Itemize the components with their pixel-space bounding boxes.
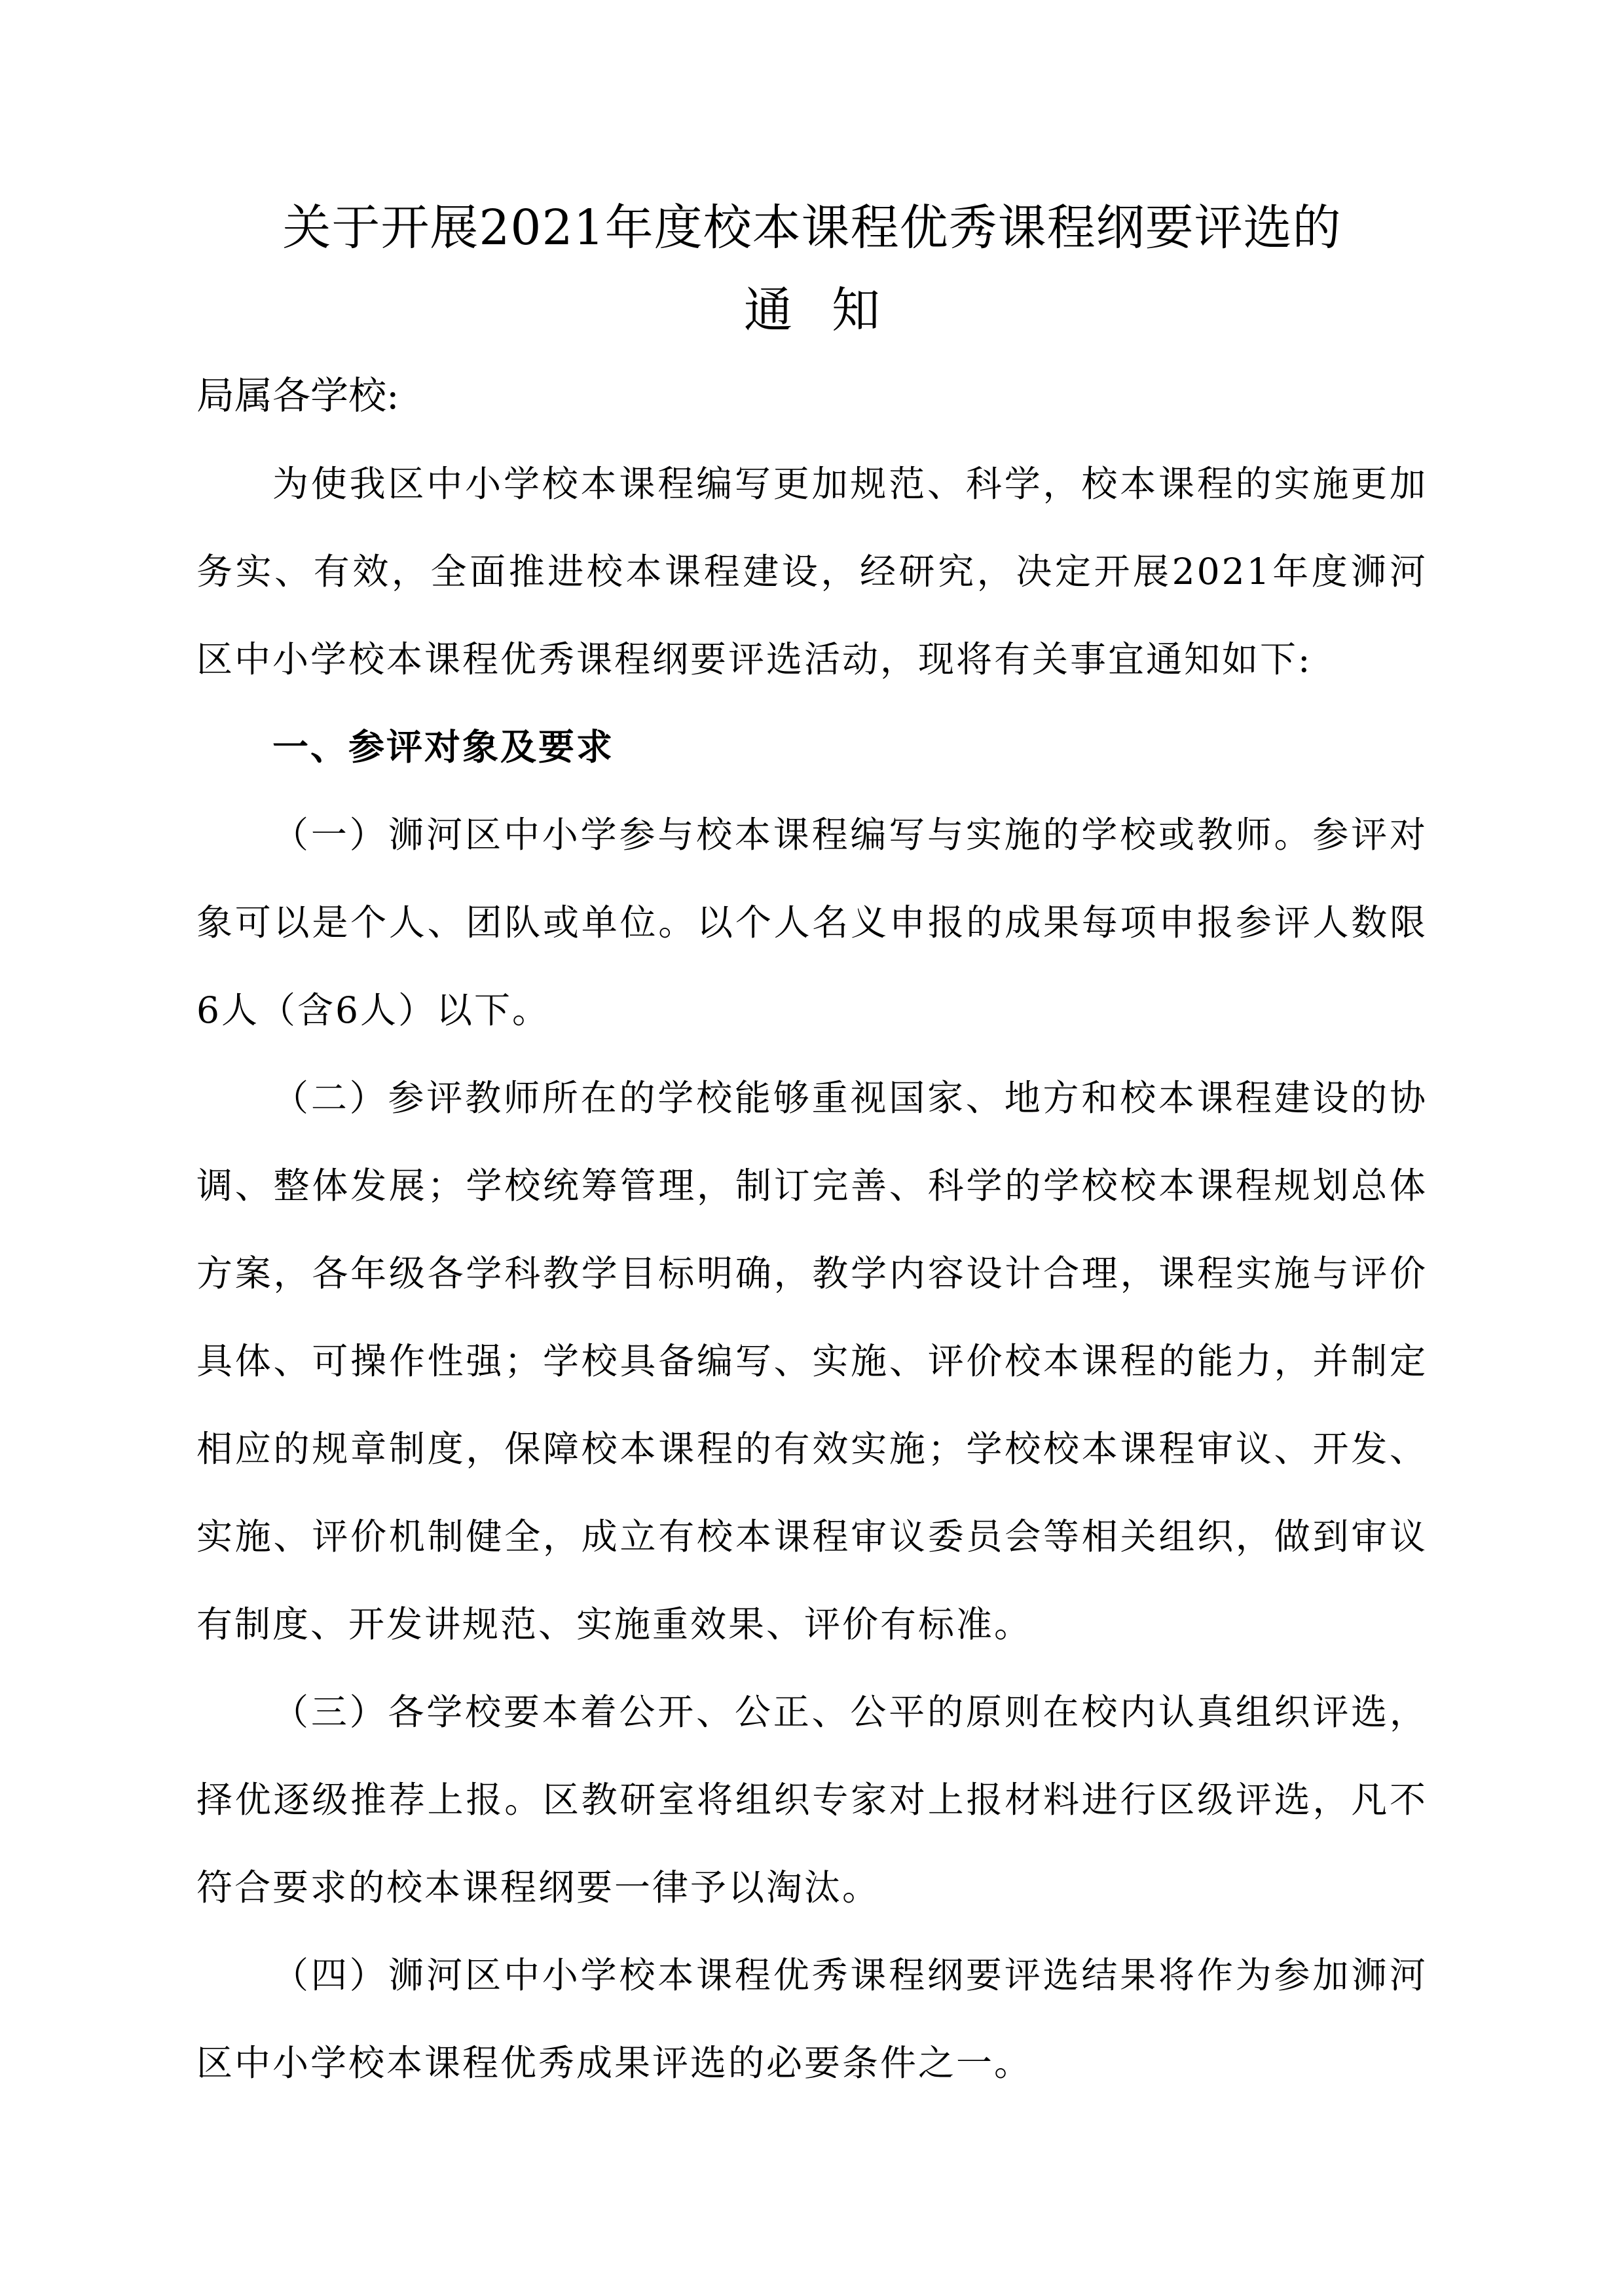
requirement-item-4: （四）浉河区中小学校本课程优秀课程纲要评选结果将作为参加浉河区中小学校本课程优秀成果评选的必要条件之一。 <box>196 1954 1428 2084</box>
document-title-notice: 通知 <box>744 282 919 338</box>
section-heading: 一、参评对象及要求 <box>272 726 615 768</box>
salutation: 局属各学校: <box>196 373 399 418</box>
requirement-item-1: （一）浉河区中小学参与校本课程编写与实施的学校或教师。参评对象可以是个人、团队或单位。以个人名义申报的成果每项申报参评人数限6人（含6人）以下。 <box>196 814 1428 1031</box>
document-body <box>196 187 1428 2107</box>
requirement-item-3: （三）各学校要本着公开、公正、公平的原则在校内认真组织评选，择优逐级推荐上报。区教研室将组织专家对上报材料进行区级评选，凡不符合要求的校本课程纲要一律予以淘汰。 <box>196 1691 1428 1908</box>
requirement-item-2: （二）参评教师所在的学校能够重视国家、地方和校本课程建设的协调、整体发展；学校统筹管理，制订完善、科学的学校校本课程规划总体方案，各年级各学科教学目标明确，教学内容设计合理，课程实施与评价具体、可操作性强；学校具备编写、实施、评价校本课程的能力，并制定相应的规章制度，保障校本课程的有效实施；学校校本课程审议、开发、实施、评价机制健全，成立有校本课程审议委员会等相关组织，做到审议有制度、开发讲规范、实施重效果、评价有标准。 <box>196 1077 1428 1645</box>
document-title: 关于开展2021年度校本课程优秀课程纲要评选的 <box>282 200 1342 256</box>
intro-paragraph: 为使我区中小学校本课程编写更加规范、科学，校本课程的实施更加务实、有效，全面推进校本课程建设，经研究，决定开展2021年度浉河区中小学校本课程优秀课程纲要评选活动，现将有关事宜通知如下: <box>196 463 1428 680</box>
